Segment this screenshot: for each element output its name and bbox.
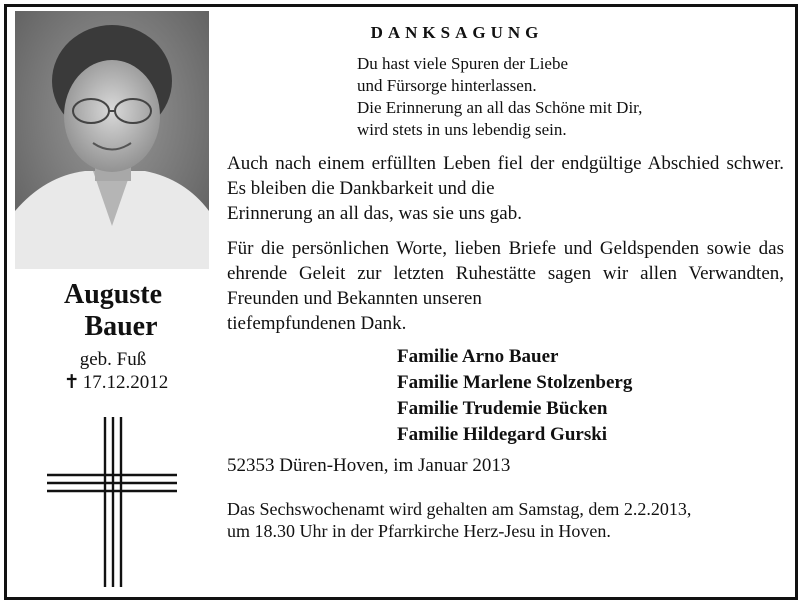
first-name: Auguste — [63, 279, 162, 310]
dagger-icon: ✝ — [63, 372, 80, 393]
poem-line: wird stets in uns lebendig sein. — [357, 120, 567, 139]
right-column — [227, 11, 787, 542]
paragraph-text: Für die persönlichen Worte, lieben Briefe und Geldspenden sowie das ehrende Geleit zur letzten Ruhestätte sagen wir allen Verwandten, Freunden und Bekannten unseren — [227, 238, 784, 309]
family-list — [397, 344, 787, 448]
paragraph-farewell — [227, 151, 784, 226]
birth-name: geb. Fuß — [79, 349, 147, 370]
family-item: Familie Hildegard Gurski — [397, 424, 608, 445]
death-date-line — [15, 371, 211, 395]
death-date: 17.12.2012 — [82, 372, 169, 393]
poem — [357, 53, 787, 141]
obituary-frame — [4, 4, 798, 600]
paragraph-last-line: Erinnerung an all das, was sie uns gab. — [227, 203, 522, 224]
place-date: 52353 Düren-Hoven, im Januar 2013 — [227, 455, 511, 476]
mass-line: Das Sechswochenamt wird gehalten am Samstag, dem 2.2.2013, — [227, 499, 692, 519]
poem-line: und Fürsorge hinterlassen. — [357, 76, 537, 95]
paragraph-thanks — [227, 236, 784, 336]
deceased-name — [15, 279, 211, 343]
paragraph-text: Auch nach einem erfüllten Leben fiel der endgültige Abschied schwer. Es bleiben die Dankbarkeit und die — [227, 153, 784, 199]
paragraph-last-line: tiefempfundenen Dank. — [227, 313, 407, 334]
cross-icon — [47, 417, 177, 592]
page-title: DANKSAGUNG — [370, 23, 544, 42]
mass-notice — [227, 498, 787, 542]
family-item: Familie Marlene Stolzenberg — [397, 372, 633, 393]
left-column — [15, 11, 211, 395]
portrait-photo — [15, 11, 209, 269]
last-name: Bauer — [84, 311, 158, 342]
poem-line: Die Erinnerung an all das Schöne mit Dir, — [357, 98, 643, 117]
family-item: Familie Trudemie Bücken — [397, 398, 608, 419]
poem-line: Du hast viele Spuren der Liebe — [357, 54, 569, 73]
mass-line: um 18.30 Uhr in der Pfarrkirche Herz-Jesu in Hoven. — [227, 521, 611, 541]
family-item: Familie Arno Bauer — [397, 346, 559, 367]
